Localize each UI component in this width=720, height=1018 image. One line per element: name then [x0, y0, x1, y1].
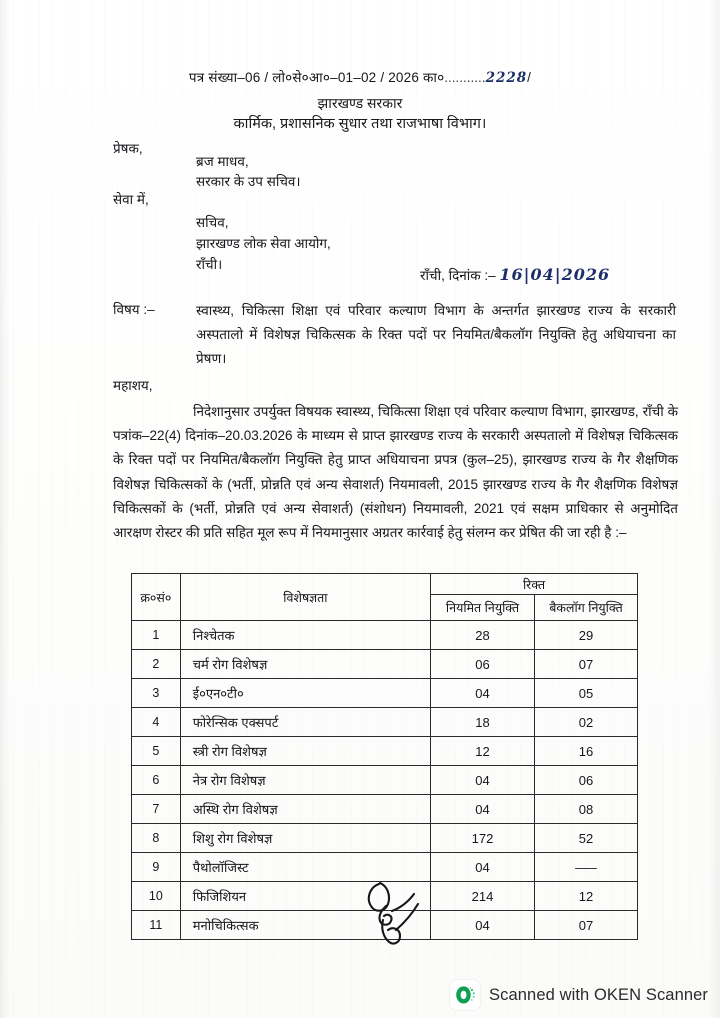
table-row: [132, 882, 638, 911]
page-right-shadow: [708, 0, 720, 1018]
date-handwritten: 16|04|2026: [499, 265, 611, 284]
table-body: [132, 621, 638, 940]
cell-specialty: स्त्री रोग विशेषज्ञ: [180, 737, 430, 766]
cell-specialty: पैथोलॉजिस्ट: [180, 853, 430, 882]
cell-regular-vacancy: 28: [431, 621, 535, 650]
cell-backlog-vacancy: 29: [535, 621, 638, 650]
cell-specialty: नेत्र रोग विशेषज्ञ: [180, 766, 430, 795]
subject-label: विषय :–: [113, 302, 155, 317]
cell-regular-vacancy: 04: [431, 911, 535, 940]
cell-specialty: अस्थि रोग विशेषज्ञ: [180, 795, 430, 824]
cell-regular-vacancy: 04: [431, 766, 535, 795]
cell-serial: 2: [132, 650, 181, 679]
cell-backlog-vacancy: 16: [535, 737, 638, 766]
cell-specialty: शिशु रोग विशेषज्ञ: [180, 824, 430, 853]
header-serial: क्र०सं०: [132, 574, 181, 621]
vacancy-table: [131, 573, 638, 940]
cell-specialty: निश्चेतक: [180, 621, 430, 650]
cell-backlog-vacancy: 12: [535, 882, 638, 911]
cell-regular-vacancy: 04: [431, 795, 535, 824]
table-row: [132, 824, 638, 853]
from-block: [196, 152, 301, 192]
letter-number-handwritten: 2228: [485, 70, 528, 86]
sender-name: ब्रज माधव,: [196, 154, 249, 169]
from-label: प्रेषक,: [113, 141, 143, 156]
table-row: [132, 853, 638, 882]
table-row: [132, 650, 638, 679]
cell-serial: 8: [132, 824, 181, 853]
letter-number-prefix: पत्र संख्या–06 / लो०से०आ०–01–02 / 2026 का०: [188, 70, 445, 85]
body-paragraph: निदेशानुसार उपर्युक्त विषयक स्वास्थ्य, चिकित्सा शिक्षा एवं परिवार कल्याण विभाग, झारखण्ड, राँची के पत्रांक–22(4) दिनांक–20.03.2026 के माध्यम से प्राप्त झारखण्ड राज्य के सरकारी अस्पतालो में विशेषज्ञ चिकित्सक के रिक्त पदों पर नियमित/बैकलॉग नियुक्ति हेतु प्राप्त अधियाचना प्रपत्र (कुल–25), झारखण्ड राज्य के गैर शैक्षणिक विशेषज्ञ चिकित्सकों के (भर्ती, प्रोन्नति एवं अन्य सेवाशर्त) नियमावली, 2015 झारखण्ड राज्य के गैर शैक्षणिक विशेषज्ञ चिकित्सकों के (भर्ती, प्रोन्नति एवं अन्य सेवाशर्त) (संशोधन) नियमावली, 2021 एवं सक्षम प्राधिकार से अनुमोदित आरक्षण रोस्टर की प्रति सहित मूल रूप में नियमानुसार अग्रतर कार्रवाई हेतु संलग्न कर प्रेषित की जा रही है :–: [113, 404, 678, 541]
cell-backlog-vacancy: 06: [535, 766, 638, 795]
to-label: सेवा में,: [113, 192, 149, 207]
letter-number-dots: ...........: [444, 70, 486, 85]
cell-backlog-vacancy: 08: [535, 795, 638, 824]
table-row: [132, 766, 638, 795]
cell-backlog-vacancy: 02: [535, 708, 638, 737]
cell-regular-vacancy: 06: [431, 650, 535, 679]
cell-serial: 5: [132, 737, 181, 766]
header-backlog-appointment: बैकलॉग नियुक्ति: [535, 595, 638, 621]
cell-serial: 6: [132, 766, 181, 795]
subject-text: स्वास्थ्य, चिकित्सा शिक्षा एवं परिवार कल्याण विभाग के अन्तर्गत झारखण्ड राज्य के सरकारी अस्पतालो में विशेषज्ञ चिकित्सक के रिक्त पदों पर नियमित/बैकलॉग नियुक्ति हेतु अधियाचना का प्रेषण।: [196, 303, 676, 366]
cell-serial: 9: [132, 853, 181, 882]
scan-watermark: [450, 980, 708, 1010]
header-specialty: विशेषज्ञता: [180, 574, 430, 621]
cell-backlog-vacancy: 05: [535, 679, 638, 708]
cell-serial: 11: [132, 911, 181, 940]
table-row: [132, 708, 638, 737]
table-head: [132, 574, 638, 621]
page-left-shadow: [0, 0, 10, 1018]
header-regular-appointment: नियमित नियुक्ति: [431, 595, 535, 621]
table-row: [132, 737, 638, 766]
cell-specialty: चर्म रोग विशेषज्ञ: [180, 650, 430, 679]
table-header-row-main: [132, 574, 638, 595]
cell-serial: 3: [132, 679, 181, 708]
table-row: [132, 679, 638, 708]
table-row: [132, 911, 638, 940]
cell-serial: 4: [132, 708, 181, 737]
government-name: झारखण्ड सरकार: [317, 95, 403, 111]
recipient-designation: सचिव,: [196, 215, 229, 230]
salutation: महाशय,: [113, 378, 153, 393]
recipient-city: राँची।: [196, 257, 223, 272]
scan-watermark-label: Scanned with OKEN Scanner: [489, 985, 708, 1004]
cell-regular-vacancy: 18: [431, 708, 535, 737]
sender-designation: सरकार के उप सचिव।: [196, 174, 301, 189]
letter-number-suffix: /: [527, 70, 532, 85]
letter-number-line: [0, 68, 720, 86]
cell-regular-vacancy: 214: [431, 882, 535, 911]
cell-backlog-vacancy: 07: [535, 650, 638, 679]
cell-specialty: ई०एन०टी०: [180, 679, 430, 708]
cell-backlog-vacancy: 52: [535, 824, 638, 853]
cell-specialty: फिजिशियन: [180, 882, 430, 911]
cell-regular-vacancy: 12: [431, 737, 535, 766]
cell-serial: 10: [132, 882, 181, 911]
cell-serial: 1: [132, 621, 181, 650]
place-date-line: [420, 265, 610, 284]
cell-regular-vacancy: 172: [431, 824, 535, 853]
cell-specialty: फोरेन्सिक एक्सपर्ट: [180, 708, 430, 737]
oken-scanner-logo-icon: [450, 980, 480, 1010]
header-vacant: रिक्त: [431, 574, 638, 595]
cell-serial: 7: [132, 795, 181, 824]
recipient-organization: झारखण्ड लोक सेवा आयोग,: [196, 236, 331, 251]
place-date-label: राँची, दिनांक :–: [420, 268, 496, 283]
cell-specialty: मनोचिकित्सक: [180, 911, 430, 940]
cell-regular-vacancy: 04: [431, 853, 535, 882]
cell-backlog-vacancy: –––: [535, 853, 638, 882]
table-row: [132, 621, 638, 650]
cell-backlog-vacancy: 07: [535, 911, 638, 940]
cell-regular-vacancy: 04: [431, 679, 535, 708]
department-name: कार्मिक, प्रशासनिक सुधार तथा राजभाषा विभाग।: [233, 116, 487, 132]
to-block: [196, 212, 331, 275]
table-row: [132, 795, 638, 824]
